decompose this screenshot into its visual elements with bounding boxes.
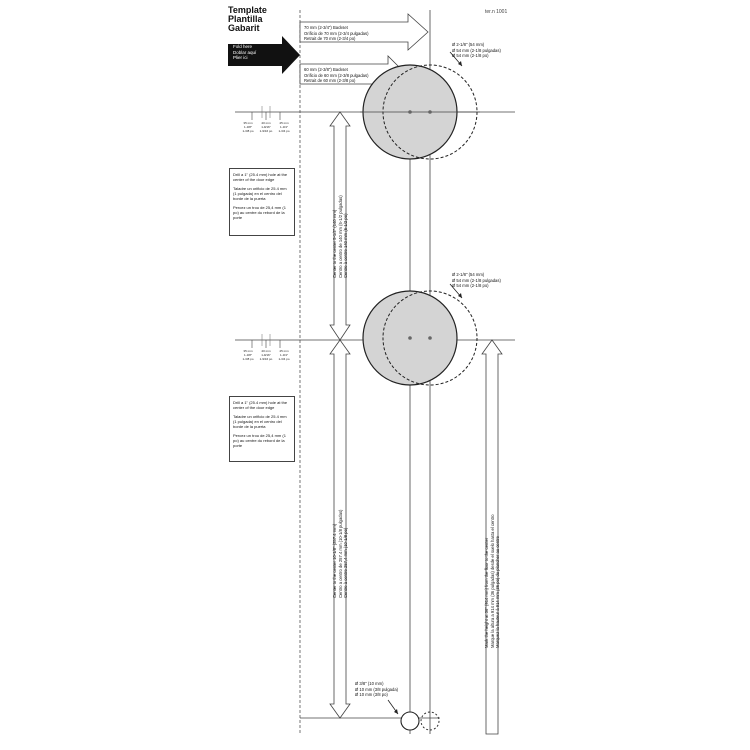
door-size-45-top: 45 mm 1-3/4" 1-3/4 po — [278, 121, 290, 133]
hole-54-top-label: Ø 2-1/8" (54 mm) Ø 54 mm (2-1/8 pulgadas) Ø 54 mm (2-1/8 po) — [452, 42, 501, 59]
door-size-40-mid: 40 mm 1-9/16" 1-9/16 po — [259, 349, 273, 361]
drill-note-mid: Drill a 1" (25.4 mm) hole at the center of the door edge Taladre un orificio de 25.4 mm (1 pulgada) en el centro del borde de la puerta Percez un trou de 25,4 mm (1 po) au centre du rebord de la porte — [229, 396, 295, 462]
mark-height-label: Mark the height at 36" (914 mm) from the floor to the center Marque la altura a 914 mm (36 pulgadas) desde el suelo hasta el centro Marquez la hauteur à 914 mm (36 po) du plancher au centre — [484, 514, 501, 648]
door-size-40-top: 40 mm 1-9/16" 1-9/16 po — [259, 121, 273, 133]
center-5-5-label: Center to the center 5-1/2" (140 mm) Centro a centro de 140 mm (5-1/2 pulgadas) Centre à centre 140 mm (5-1/2 po) — [332, 195, 349, 278]
hole-10 — [401, 712, 419, 730]
fold-here-label: Fold here Doblar aquí Plier ici — [233, 44, 257, 60]
drill-note-top: Drill a 1" (25.4 mm) hole at the center of the door edge Taladre un orificio de 25.4 mm (1 pulgada) en el centro del borde de la puerta Percez un trou de 25,4 mm (1 po) au centre du rebord de la porte — [229, 168, 295, 236]
hole-54-mid-label: Ø 2-1/8" (54 mm) Ø 54 mm (2-1/8 pulgadas) Ø 54 mm (2-1/8 po) — [452, 272, 501, 289]
title-fr: Gabarit — [228, 23, 260, 33]
title-en: Template — [228, 5, 267, 15]
hole-10-label: Ø 3/8" (10 mm) Ø 10 mm (3/8 pulgada) Ø 10 mm (3/8 po) — [355, 681, 399, 698]
center-10-label: Center to the center 10-1/8" (257.4 mm) Centro a centro de 257.4 mm (10-1/8 pulgadas) Centre à centre 257,4 mm (10-1/8 po) — [332, 509, 349, 598]
door-size-35-mid: 35 mm 1-3/8" 1-3/8 po — [242, 349, 254, 361]
door-size-35-top: 35 mm 1-3/8" 1-3/8 po — [242, 121, 254, 133]
door-size-45-mid: 45 mm 1-3/4" 1-3/4 po — [278, 349, 290, 361]
title-es: Plantilla — [228, 14, 263, 24]
template-title — [228, 6, 267, 33]
page-code: ter.n 1001 — [485, 9, 508, 15]
backset-60-label: 60 mm (2-3/8") Backset Orificio de 60 mm (2-3/8 pulgadas) Retrait de 60 mm (2-3/8 po) — [304, 67, 369, 84]
backset-70-label: 70 mm (2-3/4") Backset Orificio de 70 mm (2-3/4 pulgadas) Retrait de 70 mm (2-3/4 po) — [304, 25, 369, 42]
